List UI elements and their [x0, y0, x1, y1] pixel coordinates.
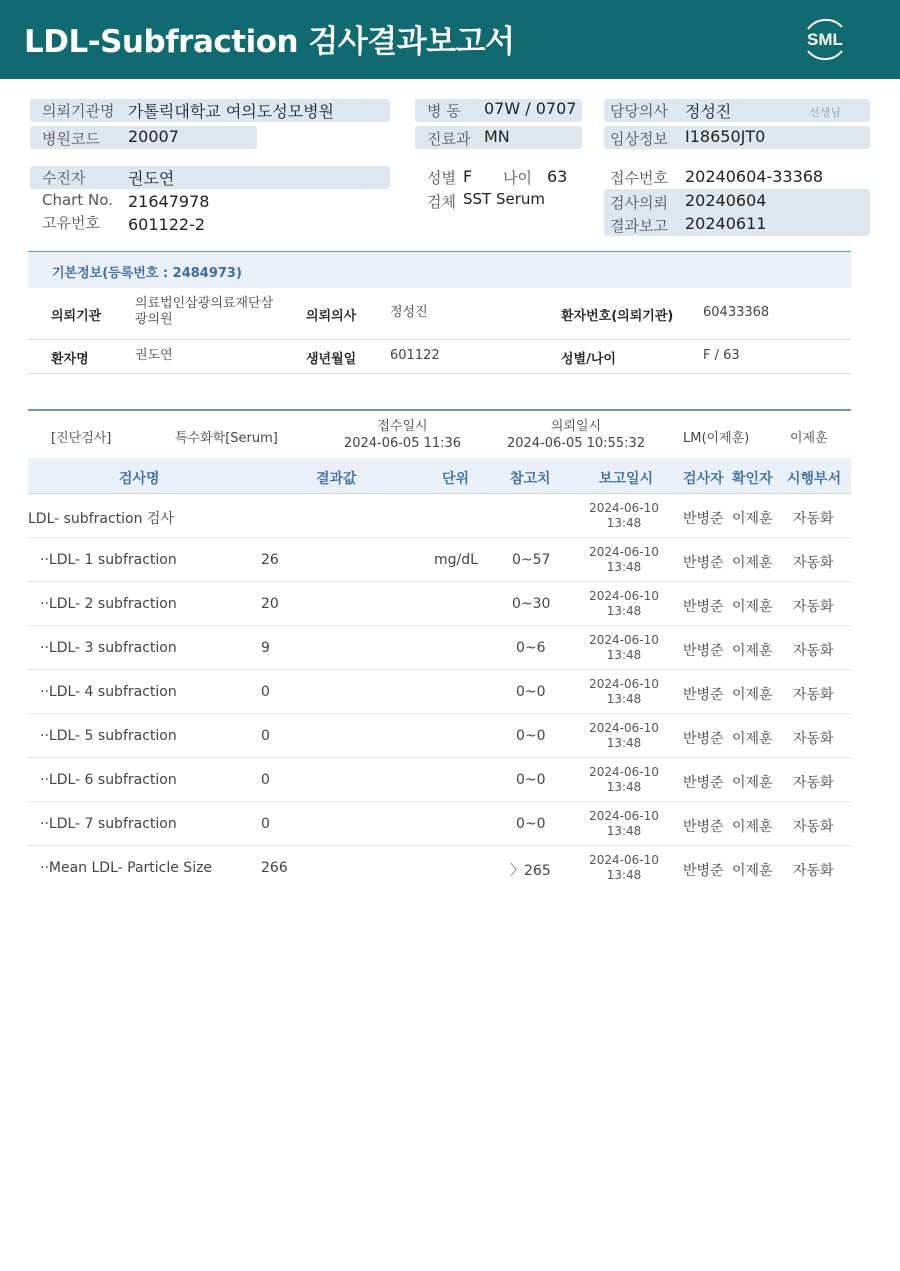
- divider: [28, 373, 851, 374]
- report-datetime: [588, 589, 660, 619]
- tester: 반병준: [683, 643, 724, 659]
- confirmer: 이제훈: [732, 643, 773, 659]
- hospital-code-value: 20007: [128, 127, 179, 146]
- request-datetime: [500, 418, 652, 452]
- reference-range: 0~0: [516, 728, 546, 744]
- reference-range: 0~57: [512, 552, 551, 568]
- ward-label: 병 동: [427, 102, 461, 120]
- table-row: [28, 626, 851, 670]
- unique-no-label: 고유번호: [42, 214, 100, 232]
- report-time: 13:48: [606, 780, 642, 794]
- department: 자동화: [793, 731, 834, 747]
- chart-no-value: 21647978: [128, 192, 210, 211]
- confirmer: 이제훈: [732, 731, 773, 747]
- test-name: ··LDL- 4 subfraction: [40, 684, 177, 700]
- report-date: 2024-06-10: [589, 545, 659, 559]
- reference-range: 0~6: [516, 640, 546, 656]
- req-doctor-label: 의뢰의사: [306, 309, 357, 324]
- patient-no-label: 환자번호(의뢰기관): [561, 309, 674, 324]
- department: 자동화: [793, 775, 834, 791]
- requesting-org-label: 의뢰기관명: [42, 102, 115, 120]
- report-date: 2024-06-10: [589, 765, 659, 779]
- report-date: 2024-06-10: [589, 501, 659, 515]
- table-row: [28, 714, 851, 758]
- report-time: 13:48: [606, 736, 642, 750]
- reference-range: 0~0: [516, 772, 546, 788]
- department: 자동화: [793, 599, 834, 615]
- report-time: 13:48: [606, 648, 642, 662]
- confirmer: 이제훈: [732, 687, 773, 703]
- department-value: MN: [484, 127, 510, 146]
- test-name: ··LDL- 1 subfraction: [40, 552, 177, 568]
- department: 자동화: [793, 819, 834, 835]
- requesting-org-value: 가톨릭대학교 여의도성모병원: [128, 102, 335, 121]
- sexage-label: 성별/나이: [561, 352, 616, 367]
- report-header: [0, 0, 900, 79]
- confirmer: 이제훈: [732, 775, 773, 791]
- result-value: 0: [261, 684, 270, 700]
- results-table-header: [28, 458, 851, 494]
- reference-range: 〉265: [510, 863, 551, 879]
- test-group: 특수화학[Serum]: [175, 431, 278, 446]
- receipt-no-value: 20240604-33368: [685, 167, 824, 186]
- department: 자동화: [793, 511, 834, 527]
- report-time: 13:48: [606, 824, 642, 838]
- col-department: 시행부서: [787, 471, 842, 487]
- test-name: ··LDL- 5 subfraction: [40, 728, 177, 744]
- unique-no-value: 601122-2: [128, 215, 206, 234]
- result-value: 266: [261, 860, 288, 876]
- report-title: LDL-Subfraction 검사결과보고서: [24, 24, 515, 60]
- result-value: 0: [261, 816, 270, 832]
- department-label: 진료과: [427, 130, 471, 148]
- report-date: 2024-06-10: [589, 589, 659, 603]
- col-report-date: 보고일시: [599, 471, 654, 487]
- table-row: [28, 758, 851, 802]
- confirmer: 이제훈: [732, 819, 773, 835]
- sexage-value: F / 63: [703, 348, 740, 363]
- req-doctor-value: 정성진: [390, 305, 428, 320]
- table-row: [28, 538, 851, 582]
- hospital-code-label: 병원코드: [42, 130, 100, 148]
- report-date: 2024-06-10: [589, 853, 659, 867]
- receipt-datetime-value: 2024-06-05 11:36: [343, 436, 462, 451]
- org-label: 의뢰기관: [51, 309, 102, 324]
- department: 자동화: [793, 555, 834, 571]
- request-datetime-value: 2024-06-05 10:55:32: [506, 436, 646, 451]
- test-category: [진단검사]: [51, 431, 112, 446]
- patient-label: 수진자: [42, 169, 86, 187]
- table-row: [28, 802, 851, 846]
- tester: 반병준: [683, 555, 724, 571]
- table-row: [28, 670, 851, 714]
- test-name: ··LDL- 6 subfraction: [40, 772, 177, 788]
- department: 자동화: [793, 687, 834, 703]
- col-result: 결과값: [316, 471, 357, 487]
- confirmer: 이제훈: [732, 555, 773, 571]
- test-info-bar: [28, 409, 851, 411]
- table-row: [28, 846, 851, 890]
- test-name: ··LDL- 2 subfraction: [40, 596, 177, 612]
- receipt-datetime-label: 접수일시: [377, 419, 428, 434]
- birth-label: 생년월일: [306, 352, 357, 367]
- basic-info-title: 기본정보(등록번호 : 2484973): [52, 266, 242, 281]
- doctor-suffix: 선생님: [809, 106, 841, 119]
- result-value: 26: [261, 552, 279, 568]
- department: 자동화: [793, 643, 834, 659]
- col-test-name: 검사명: [119, 471, 160, 487]
- confirmer: 이제훈: [732, 511, 773, 527]
- confirmer: 이제훈: [732, 863, 773, 879]
- result-value: 0: [261, 728, 270, 744]
- report-datetime: [588, 721, 660, 751]
- chart-no-label: Chart No.: [42, 191, 113, 209]
- report-time: 13:48: [606, 604, 642, 618]
- org-value-line-1: 의료법인삼광의료재단삼: [135, 296, 274, 311]
- receipt-no-label: 접수번호: [610, 169, 668, 187]
- tester: 반병준: [683, 775, 724, 791]
- request-datetime-label: 의뢰일시: [550, 419, 602, 434]
- doctor-label: 담당의사: [610, 102, 668, 120]
- test-name: ··LDL- 3 subfraction: [40, 640, 177, 656]
- reference-range: 0~30: [512, 596, 551, 612]
- tester: 반병준: [683, 687, 724, 703]
- unit: mg/dL: [434, 552, 478, 568]
- patient-value: 권도연: [128, 169, 175, 188]
- tester: 반병준: [683, 819, 724, 835]
- tester: 반병준: [683, 599, 724, 615]
- clinical-info-value: I18650JT0: [685, 127, 766, 146]
- org-value-line-2: 광의원: [135, 312, 173, 327]
- test-name: LDL- subfraction 검사: [28, 511, 174, 527]
- clinical-info-label: 임상정보: [610, 130, 668, 148]
- report-date: 2024-06-10: [589, 721, 659, 735]
- org-value: [135, 296, 273, 328]
- result-report-value: 20240611: [685, 214, 767, 233]
- result-value: 0: [261, 772, 270, 788]
- report-time: 13:48: [606, 560, 642, 574]
- specimen-value: SST Serum: [463, 190, 546, 208]
- ward-value: 07W / 0707: [484, 99, 577, 118]
- department: 자동화: [793, 863, 834, 879]
- test-request-value: 20240604: [685, 191, 767, 210]
- table-row: [28, 494, 851, 538]
- report-date: 2024-06-10: [589, 633, 659, 647]
- test-name: ··LDL- 7 subfraction: [40, 816, 177, 832]
- sex-value: F: [463, 167, 473, 186]
- table-row: [28, 582, 851, 626]
- name-value: 권도연: [135, 348, 173, 363]
- divider: [28, 339, 851, 340]
- report-date: 2024-06-10: [589, 677, 659, 691]
- report-datetime: [588, 809, 660, 839]
- test-confirmer: 이제훈: [790, 431, 828, 446]
- age-label: 나이: [503, 169, 532, 187]
- tester: 반병준: [683, 863, 724, 879]
- test-request-label: 검사의뢰: [610, 194, 668, 212]
- report-datetime: [588, 677, 660, 707]
- sml-logo: [800, 13, 850, 65]
- basic-info-heading: [28, 252, 851, 288]
- result-report-label: 결과보고: [610, 217, 668, 235]
- test-name: ··Mean LDL- Particle Size: [40, 860, 213, 876]
- reference-range: 0~0: [516, 816, 546, 832]
- report-datetime: [588, 853, 660, 883]
- confirmer: 이제훈: [732, 599, 773, 615]
- receipt-datetime: [330, 418, 475, 452]
- name-label: 환자명: [51, 352, 89, 367]
- patient-no-value: 60433368: [703, 305, 770, 320]
- birth-value: 601122: [390, 348, 440, 363]
- report-datetime: [588, 545, 660, 575]
- lm-info: LM(이제훈): [683, 431, 750, 446]
- tester: 반병준: [683, 731, 724, 747]
- col-reference: 참고치: [510, 471, 551, 487]
- tester: 반병준: [683, 511, 724, 527]
- col-confirmer: 확인자: [732, 471, 773, 487]
- report-datetime: [588, 765, 660, 795]
- report-datetime: [588, 501, 660, 531]
- reference-range: 0~0: [516, 684, 546, 700]
- col-tester: 검사자: [683, 471, 724, 487]
- report-time: 13:48: [606, 516, 642, 530]
- logo-text: SML: [807, 30, 843, 49]
- report-date: 2024-06-10: [589, 809, 659, 823]
- result-value: 20: [261, 596, 279, 612]
- report-time: 13:48: [606, 692, 642, 706]
- report-time: 13:48: [606, 868, 642, 882]
- sex-label: 성별: [427, 169, 456, 187]
- doctor-value: 정성진: [685, 102, 732, 121]
- report-datetime: [588, 633, 660, 663]
- specimen-label: 검체: [427, 193, 456, 211]
- result-value: 9: [261, 640, 270, 656]
- age-value: 63: [547, 167, 568, 186]
- col-unit: 단위: [442, 471, 470, 487]
